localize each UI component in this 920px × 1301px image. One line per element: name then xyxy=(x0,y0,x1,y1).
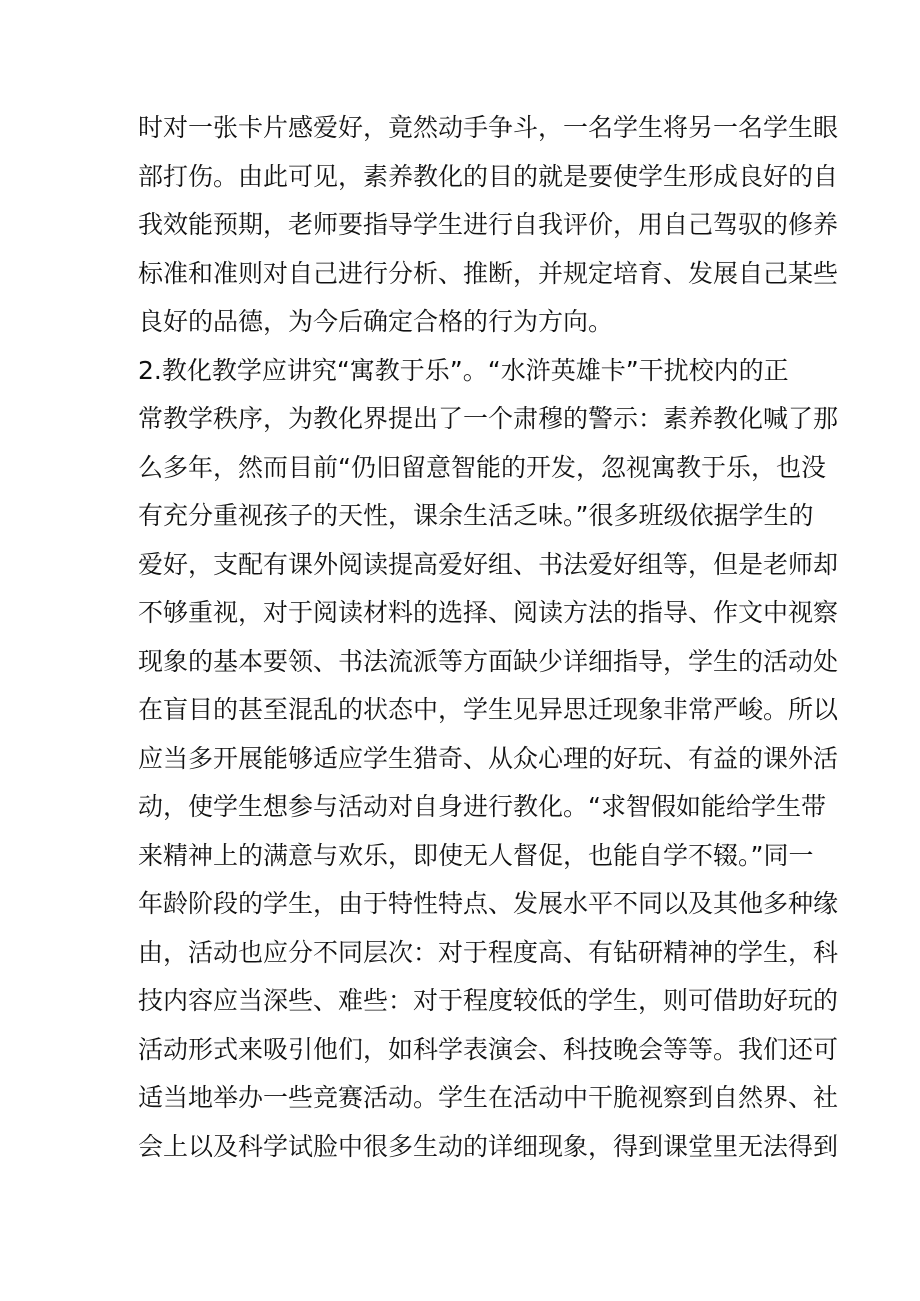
text-line: 么多年，然而目前“仍旧留意智能的开发，忽视寓教于乐，也没 xyxy=(138,452,826,482)
text-line: 爱好，支配有课外阅读提高爱好组、书法爱好组等，但是老师却 xyxy=(138,549,839,579)
text-line: 技内容应当深些、难些：对于程度较低的学生，则可借助好玩的 xyxy=(138,986,839,1015)
text-line: 部打伤。由此可见，素养教化的目的就是要使学生形成良好的自 xyxy=(138,161,839,191)
text-line: 来精神上的满意与欢乐，即使无人督促，也能自学不辍。”同一 xyxy=(138,840,814,870)
text-line: 由，活动也应分不同层次：对于程度高、有钻研精神的学生，科 xyxy=(138,937,839,967)
text-line: 在盲目的甚至混乱的状态中，学生见异思迁现象非常严峻。所以 xyxy=(138,695,839,724)
text-line: 动，使学生想参与活动对自身进行教化。“求智假如能给学生带 xyxy=(138,792,826,821)
text-line: 良好的品德，为今后确定合格的行为方向。 xyxy=(138,307,614,336)
text-line: 会上以及科学试脸中很多生动的详细现象，得到课堂里无法得到 xyxy=(138,1131,839,1161)
text-line: 适当地举办一些竞赛活动。学生在活动中干脆视察到自然界、社 xyxy=(138,1083,839,1112)
body-text xyxy=(138,104,839,1171)
text-line: 常教学秩序，为教化界提出了一个肃穆的警示：素养教化喊了那 xyxy=(138,404,839,433)
text-line: 时对一张卡片感爱好，竟然动手争斗，一名学生将另一名学生眼 xyxy=(138,113,839,142)
text-line: 应当多开展能够适应学生猎奇、从众心理的好玩、有益的课外活 xyxy=(138,743,839,773)
text-line: 现象的基本要领、书法流派等方面缺少详细指导，学生的活动处 xyxy=(138,646,839,676)
text-line: 我效能预期，老师要指导学生进行自我评价，用自己驾驭的修养 xyxy=(138,210,839,239)
text-line: 年龄阶段的学生，由于特性特点、发展水平不同以及其他多种缘 xyxy=(138,889,839,918)
text-line: 标准和准则对自己进行分析、推断，并规定培育、发展自己某些 xyxy=(138,258,839,288)
text-line: 不够重视，对于阅读材料的选择、阅读方法的指导、作文中视察 xyxy=(138,598,839,627)
text-line: 2.教化教学应讲究“寓教于乐”。“水浒英雄卡”干扰校内的正 xyxy=(138,355,789,385)
text-line: 有充分重视孩子的天性，课余生活乏味。”很多班级依据学生的 xyxy=(138,501,814,530)
text-line: 活动形式来吸引他们，如科学表演会、科技晚会等等。我们还可 xyxy=(138,1034,839,1064)
